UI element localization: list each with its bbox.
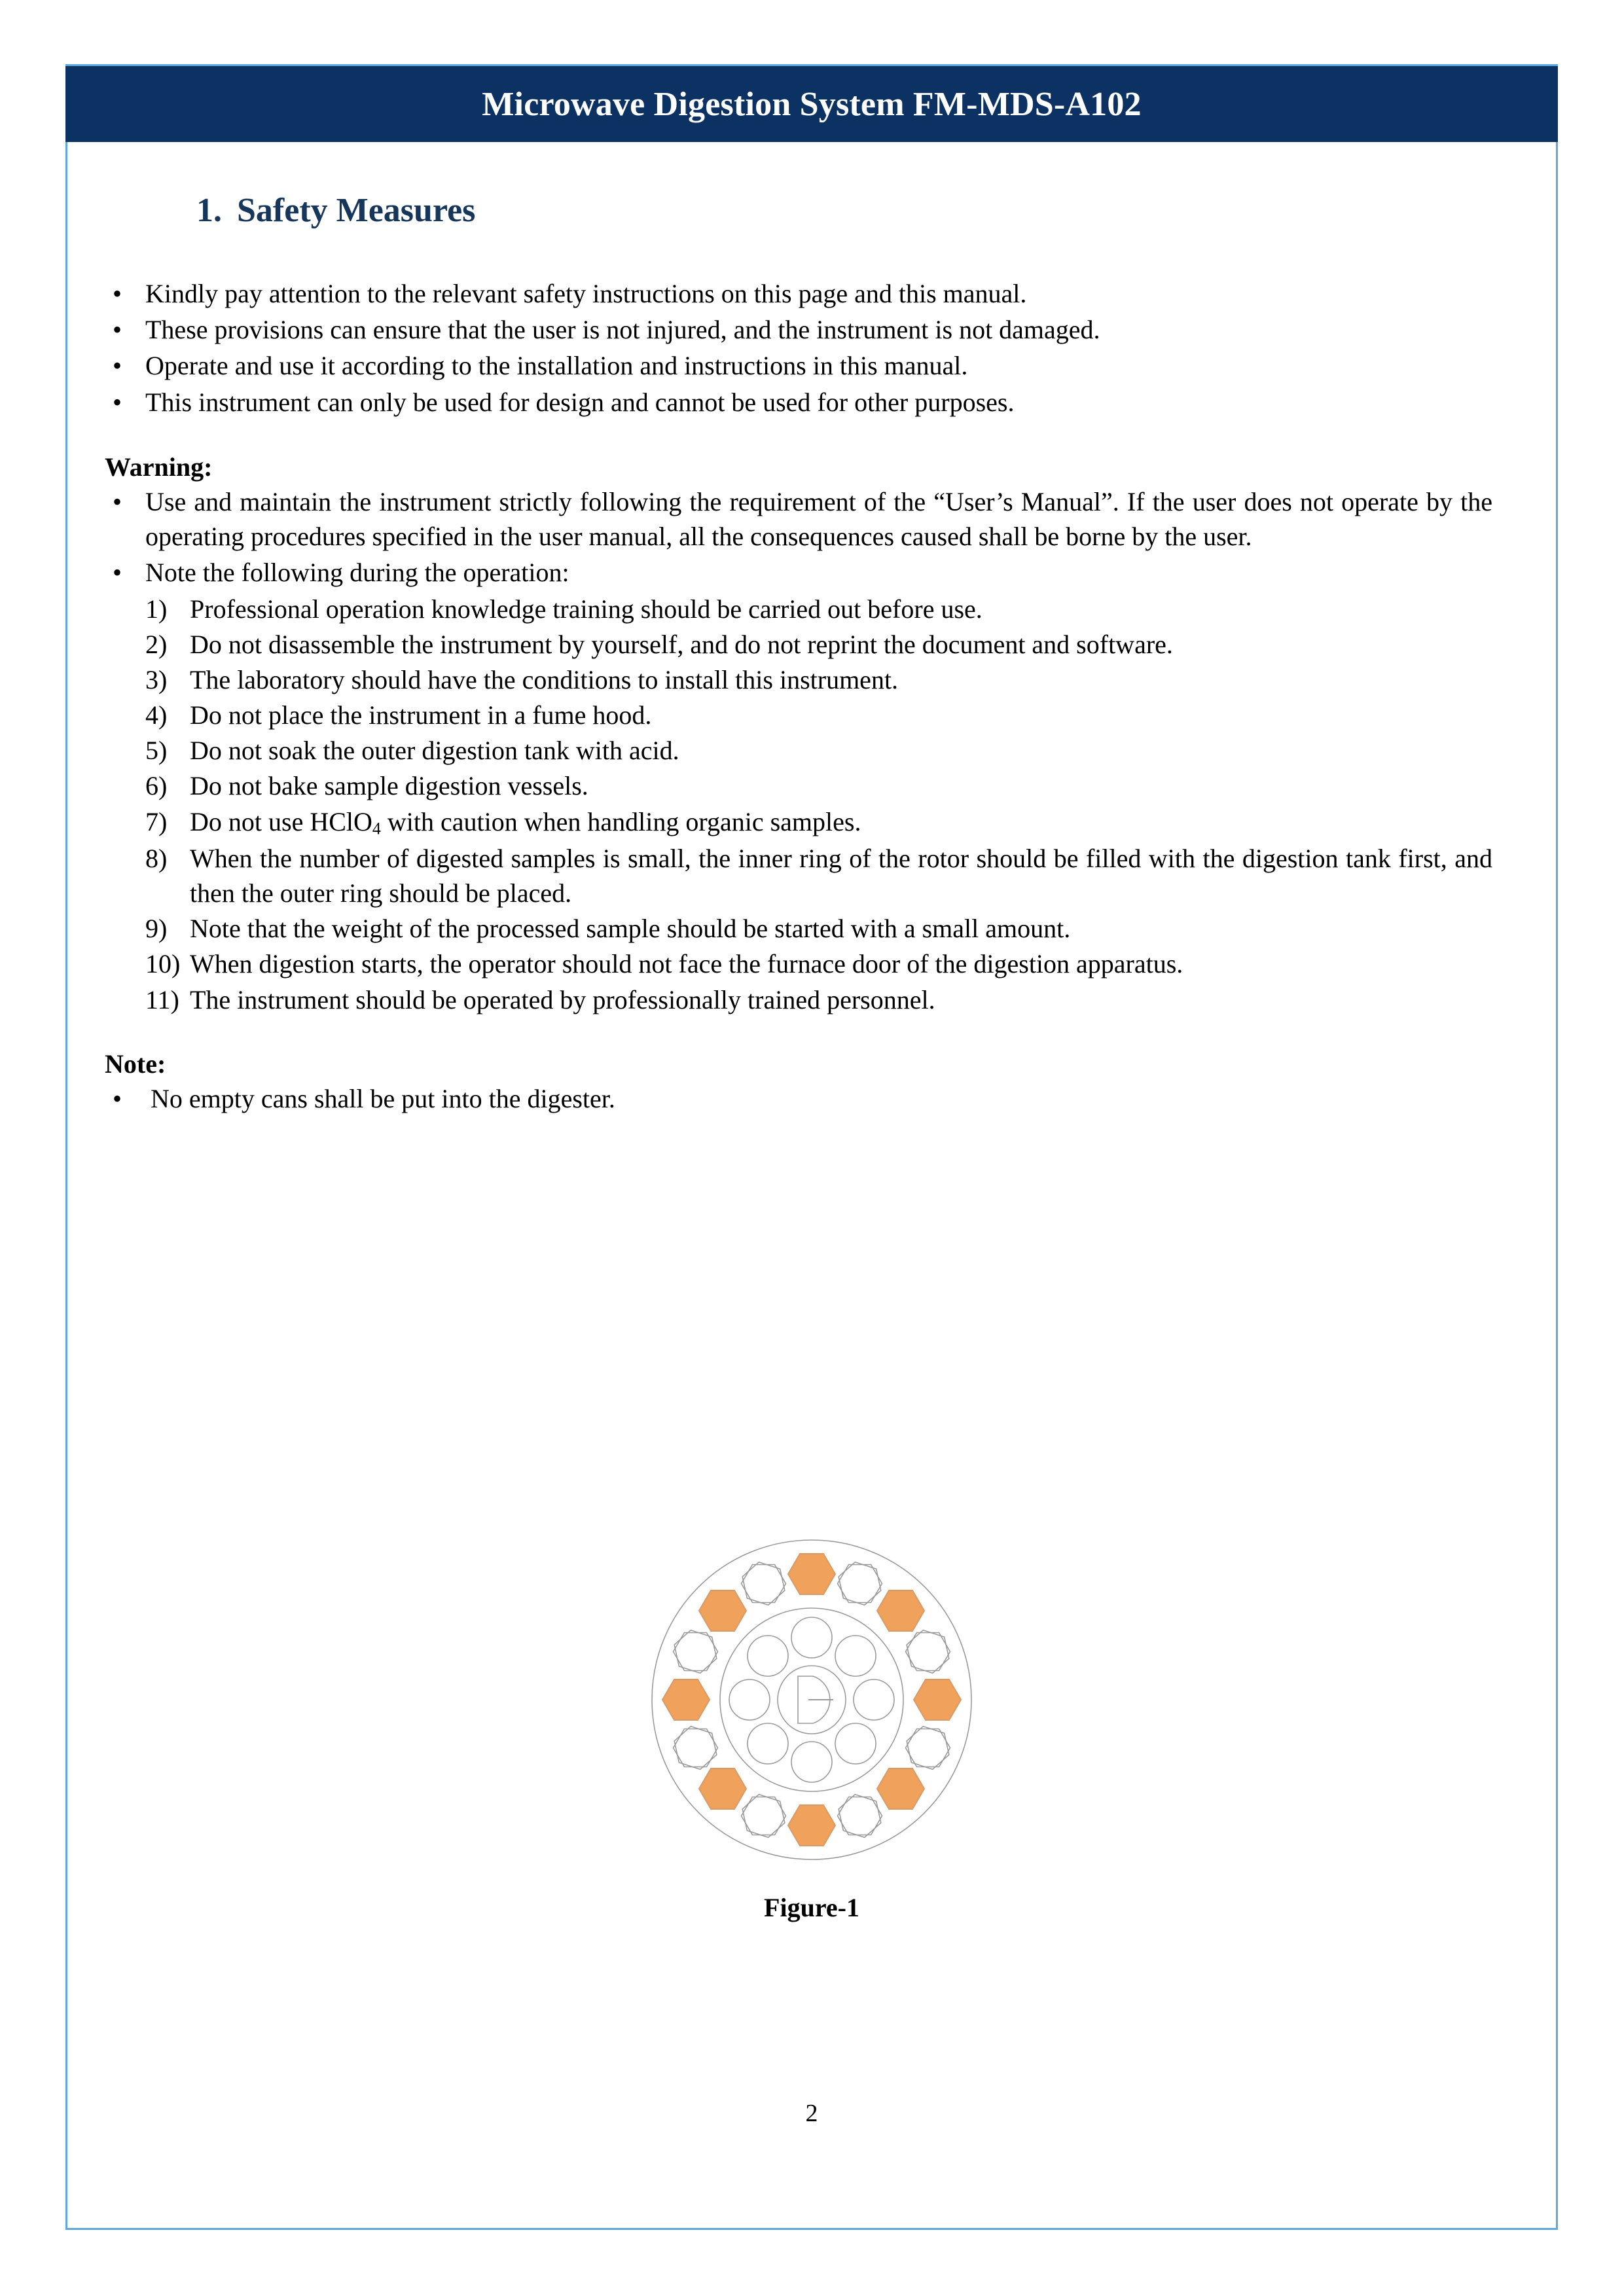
list-marker: 3) [145, 664, 168, 694]
list-item [65, 348, 1558, 383]
vessel-filled [699, 1590, 746, 1631]
inner-vessel [791, 1617, 832, 1658]
section-title: Safety Measures [237, 192, 476, 229]
vessel-filled [699, 1768, 746, 1809]
page-number: 2 [805, 2100, 818, 2127]
warning-bullet-list [65, 484, 1558, 590]
list-item-text: The instrument should be operated by professionally trained personnel. [190, 984, 935, 1014]
vessel-filled [914, 1679, 961, 1720]
vessel-empty [901, 1626, 955, 1676]
list-item [65, 804, 1558, 840]
warning-heading: Warning: [105, 452, 213, 482]
list-item [65, 1081, 1558, 1116]
inner-vessel [729, 1679, 770, 1720]
list-item [65, 982, 1558, 1017]
list-item [65, 592, 1558, 626]
list-item-text: Note the following during the operation: [145, 558, 569, 588]
figure-block [65, 1536, 1558, 1923]
list-item-text: Use and maintain the instrument strictly following the requirement of the “User’s Manual”. If the user does not operate by the operating procedures specified in the user manual, all the consequences caused shall be borne by the user. [145, 486, 1492, 552]
list-item-text: These provisions can ensure that the user is not injured, and the instrument is not damaged. [145, 315, 1100, 345]
inner-vessel [791, 1742, 832, 1782]
list-marker: 7) [145, 806, 168, 836]
inner-vessel [748, 1636, 788, 1676]
list-item [65, 276, 1558, 311]
list-marker: 1) [145, 594, 168, 624]
vessel-empty [736, 1558, 791, 1608]
list-item-text: Do not bake sample digestion vessels. [190, 771, 588, 801]
vessel-empty [736, 1791, 791, 1840]
bullet-icon: • [113, 315, 122, 345]
inner-vessel [835, 1636, 876, 1676]
list-item-text: Do not place the instrument in a fume hood. [190, 700, 652, 730]
spacer [65, 1018, 1558, 1047]
bullet-icon: • [113, 279, 122, 308]
vessel-empty [742, 1797, 786, 1835]
list-item [65, 841, 1558, 910]
vessel-empty [674, 1729, 718, 1767]
spacer [65, 421, 1558, 450]
page-content [65, 142, 1558, 2230]
list-item [65, 768, 1558, 803]
list-item-text: When the number of digested samples is small, the inner ring of the rotor should be filled with the digestion tank first, and then the outer ring should be placed. [190, 843, 1492, 908]
vessel-filled [662, 1679, 710, 1720]
list-item [65, 698, 1558, 732]
vessel-empty [668, 1723, 723, 1772]
list-marker: 2) [145, 629, 168, 659]
vessel-empty [838, 1797, 882, 1835]
rotor-hub-icon [798, 1676, 833, 1723]
bullet-icon: • [113, 387, 122, 417]
vessel-empty [742, 1565, 786, 1603]
list-item-text: The laboratory should have the conditions to install this instrument. [190, 664, 899, 694]
vessel-empty [906, 1729, 950, 1767]
warning-numbered-list [65, 592, 1558, 1017]
formula-subscript: 4 [372, 819, 381, 838]
list-item [65, 733, 1558, 768]
note-bullet-list [65, 1081, 1558, 1116]
inner-vessel [835, 1723, 876, 1764]
list-item [65, 627, 1558, 662]
intro-bullet-list [65, 276, 1558, 420]
bullet-icon: • [113, 1084, 122, 1114]
document-title: Microwave Digestion System FM-MDS-A102 [482, 85, 1142, 123]
vessel-empty [838, 1565, 882, 1603]
section-number: 1. [196, 192, 222, 229]
formula-suffix: with caution when handling organic samples. [380, 806, 861, 836]
list-item [65, 484, 1558, 554]
list-marker: 6) [145, 771, 168, 801]
list-marker: 10) [145, 949, 181, 979]
list-item-text: When digestion starts, the operator should not face the furnace door of the digestion apparatus. [190, 949, 1183, 979]
list-item [65, 911, 1558, 946]
list-item [65, 555, 1558, 590]
document-header-band [65, 66, 1558, 142]
list-item-text: This instrument can only be used for design and cannot be used for other purposes. [145, 387, 1015, 417]
list-item-text: Do not disassemble the instrument by yourself, and do not reprint the document and software. [190, 629, 1173, 659]
formula-prefix: Do not use HClO [190, 806, 372, 836]
list-item-text: Do not soak the outer digestion tank with acid. [190, 736, 679, 766]
vessel-filled [877, 1768, 924, 1809]
list-item [65, 312, 1558, 347]
list-item-text: Kindly pay attention to the relevant safety instructions on this page and this manual. [145, 279, 1027, 308]
list-marker: 4) [145, 700, 168, 730]
vessel-filled [788, 1554, 835, 1594]
figure-caption: Figure-1 [764, 1893, 859, 1922]
list-item [65, 946, 1558, 981]
list-item-text [190, 807, 861, 836]
list-item-text: Operate and use it according to the installation and instructions in this manual. [145, 351, 968, 381]
inner-vessel [748, 1723, 788, 1764]
vessel-empty [668, 1626, 723, 1676]
vessel-filled [788, 1805, 835, 1846]
inner-vessel [854, 1679, 894, 1720]
vessel-empty [833, 1791, 887, 1840]
note-heading: Note: [105, 1049, 166, 1079]
list-marker: 9) [145, 914, 168, 944]
section-heading [196, 191, 475, 230]
vessel-filled [877, 1590, 924, 1631]
body-blocks [65, 276, 1558, 1117]
list-item-text: No empty cans shall be put into the digester. [151, 1084, 615, 1114]
list-item-text: Note that the weight of the processed sample should be started with a small amount. [190, 914, 1071, 944]
list-marker: 8) [145, 843, 168, 873]
list-marker: 5) [145, 736, 168, 766]
bullet-icon: • [113, 351, 122, 381]
vessel-empty [833, 1558, 887, 1608]
list-item [65, 385, 1558, 420]
list-item [65, 662, 1558, 697]
rotor-diagram-icon [648, 1536, 975, 1863]
vessel-empty [901, 1723, 955, 1772]
bullet-icon: • [113, 558, 122, 588]
bullet-icon: • [113, 486, 122, 516]
vessel-empty [674, 1633, 718, 1671]
list-item-text: Professional operation knowledge training should be carried out before use. [190, 594, 983, 624]
vessel-empty [906, 1633, 950, 1671]
list-marker: 11) [145, 984, 179, 1014]
